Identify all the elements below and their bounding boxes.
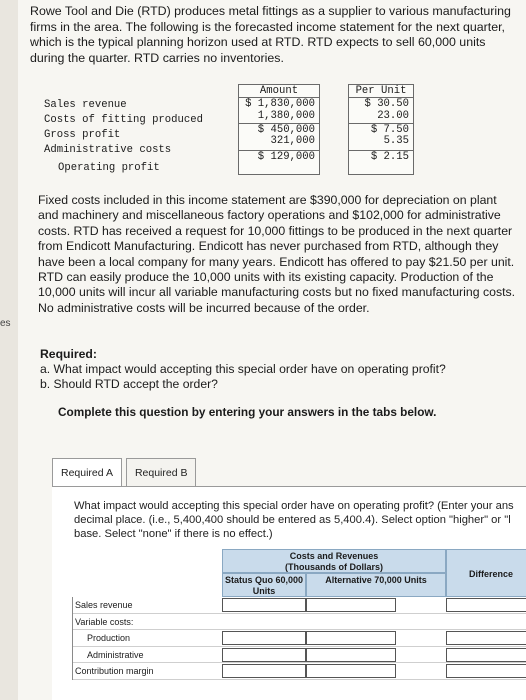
row-label: Administrative	[72, 647, 222, 664]
required-a: a. What impact would accepting this special order have on operating profit?	[40, 362, 446, 376]
difference-input[interactable]	[446, 648, 526, 662]
problem-paragraph: Fixed costs included in this income statement are $390,000 for depreciation on plant and machinery and miscellaneous factory operations and $102,000 for administrative costs. RTD has received a request for 10,000 fittings to be produced in the next quarter from Endicott Manufacturing. Endicott has never purchased from RTD, although they have been a local company for many years. Endicott has offered to pay $21.50 per unit. RTD can easily produce the 10,000 units with its existing capacity. Production of the 10,000 units will incur all variable manufacturing costs but no fixed manufacturing costs. No administrative costs will be incurred because of the order.	[38, 193, 516, 315]
per-unit-value: 23.00	[377, 110, 409, 123]
per-unit-value: 5.35	[383, 135, 409, 148]
amount-column	[238, 84, 320, 175]
required-b: b. Should RTD accept the order?	[40, 377, 218, 391]
col-difference-header: Difference	[446, 549, 526, 597]
per-unit-value: $ 2.15	[349, 150, 413, 163]
status-quo-input[interactable]	[222, 648, 306, 662]
row-label: Production	[72, 630, 222, 647]
status-quo-input[interactable]	[222, 631, 306, 645]
table-row	[72, 663, 526, 680]
per-unit-value: $ 30.50	[364, 97, 409, 110]
per-unit-header: Per Unit	[349, 85, 413, 98]
side-label: es	[0, 318, 11, 329]
statement-label: Sales revenue	[44, 99, 127, 111]
amount-value: $ 129,000	[239, 150, 319, 163]
statement-label: Operating profit	[58, 162, 160, 174]
per-unit-value: $ 7.50	[349, 123, 413, 136]
answer-area	[52, 458, 526, 700]
table-row	[72, 597, 526, 614]
alternative-input[interactable]	[306, 631, 396, 645]
amount-value: $ 450,000	[239, 123, 319, 136]
table-body	[72, 597, 526, 680]
tab-panel	[52, 486, 526, 700]
table-row	[72, 630, 526, 647]
alternative-input[interactable]	[306, 648, 396, 662]
instruction-text: Complete this question by entering your answers in the tabs below.	[58, 405, 437, 419]
status-quo-input[interactable]	[222, 598, 306, 612]
row-label: Contribution margin	[72, 663, 222, 680]
amount-value: $ 1,830,000	[245, 97, 315, 110]
group-header-line2: (Thousands of Dollars)	[284, 562, 383, 572]
difference-input[interactable]	[446, 664, 526, 678]
status-quo-input[interactable]	[222, 664, 306, 678]
table-row	[72, 614, 526, 631]
row-label: Sales revenue	[72, 597, 222, 614]
tab-required-a[interactable]: Required A	[52, 458, 122, 486]
amount-value: 321,000	[270, 135, 315, 148]
group-header-line1: Costs and Revenues	[289, 551, 379, 561]
tab-bar	[52, 458, 196, 486]
table-row	[72, 647, 526, 664]
group-header	[222, 549, 446, 573]
amount-header: Amount	[239, 85, 319, 98]
row-label: Variable costs:	[72, 614, 222, 631]
question-page	[18, 0, 526, 700]
per-unit-column	[348, 84, 414, 175]
col-alternative-header: Alternative 70,000 Units	[306, 573, 446, 597]
required-section	[40, 347, 446, 392]
statement-label: Gross profit	[44, 129, 121, 141]
required-title: Required:	[40, 347, 97, 361]
tab-required-b[interactable]: Required B	[126, 458, 197, 486]
difference-input[interactable]	[446, 631, 526, 645]
statement-labels	[44, 98, 214, 176]
intro-text: Rowe Tool and Die (RTD) produces metal fittings as a supplier to various manufacturing firms in the area. The following is the forecasted income statement for the next quarter, which is the typical planning horizon used at RTD. RTD expects to sell 60,000 units during the quarter. RTD carries no inventories.	[30, 4, 511, 65]
amount-value: 1,380,000	[257, 110, 315, 123]
difference-input[interactable]	[446, 598, 526, 612]
alternative-input[interactable]	[306, 664, 396, 678]
question-text: What impact would accepting this special order have on operating profit? (Enter your ans decimal place. (i.e., 5,400,400 should be entered as 5,400.4). Select option "higher" or "l base. Select "none" if there is no effect.)	[74, 500, 514, 540]
alternative-input[interactable]	[306, 598, 396, 612]
statement-label: Costs of fitting produced	[44, 114, 203, 126]
statement-label: Administrative costs	[44, 144, 172, 156]
col-status-quo-header: Status Quo 60,000 Units	[222, 573, 306, 597]
